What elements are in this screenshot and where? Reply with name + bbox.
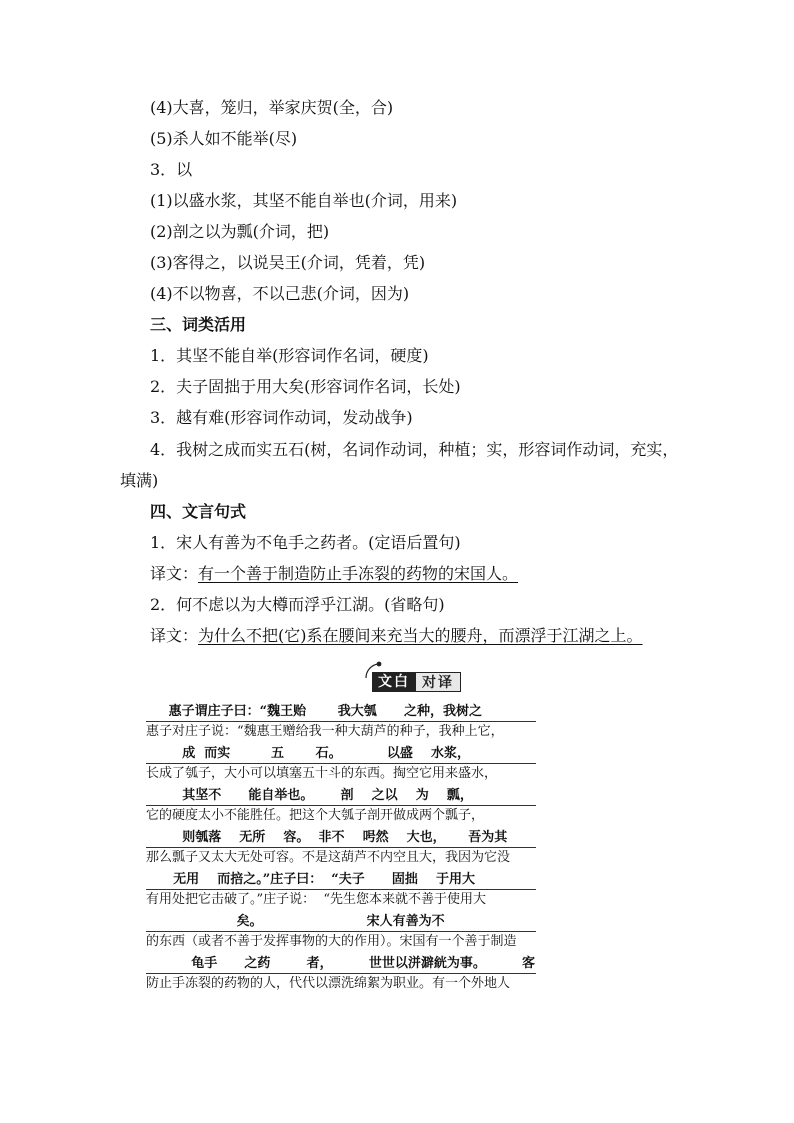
wenbai-duiyi-badge: [360, 660, 470, 694]
divider: [146, 763, 536, 764]
translation-text: 为什么不把(它)系在腰间来充当大的腰舟，而漂浮于江湖之上。: [198, 626, 643, 645]
original-line: 则瓠落 无所 容。 非不 呺然 大也， 吾为其: [146, 830, 508, 845]
translation-label: 译文：: [150, 626, 199, 645]
original-line: 矣。 宋人有善为不: [146, 914, 445, 929]
divider: [146, 721, 536, 722]
sentence-2: 2．何不虑以为大樽而浮乎江湖。(省略句): [150, 595, 445, 614]
translated-line: 它的硬度太小不能胜任。把这个大瓠子剖开做成两个瓢子，: [146, 808, 485, 823]
translated-line: 有用处把它击破了。”庄子说： “先生您本来就不善于使用大: [146, 892, 487, 907]
translation-text: 有一个善于制造防止手冻裂的药物的宋国人。: [198, 564, 519, 583]
word-class-1: 1．其坚不能自举(形容词作名词，硬度): [150, 346, 429, 365]
line-5-sha-ren: (5)杀人如不能举(尽): [150, 129, 298, 148]
item-3-yi: 3．以: [150, 160, 193, 179]
original-line: 龟手 之药 者， 世世以洴澼絖为事。 客: [146, 956, 536, 971]
original-line: 其坚不 能自举也。 剖 之以 为 瓢，: [146, 788, 473, 803]
translated-line: 防止手冻裂的药物的人，代代以漂洗绵絮为职业。有一个外地人: [146, 976, 511, 991]
word-class-2: 2．夫子固拙于用大矣(形容词作名词，长处): [150, 377, 461, 396]
translated-line: 那么瓢子又太大无处可容。不是这葫芦不内空且大，我因为它没: [146, 850, 511, 865]
word-class-3: 3．越有难(形容词作动词，发动战争): [150, 408, 413, 427]
line-4-da-xi: (4)大喜，笼归，举家庆贺(全，合): [150, 98, 394, 117]
translation-2: [150, 626, 643, 646]
divider: [146, 847, 536, 848]
divider: [146, 973, 536, 974]
divider: [146, 889, 536, 890]
original-line: 无用 而掊之。”庄子曰： “夫子 固拙 于用大: [146, 872, 476, 887]
original-line: 惠子谓庄子曰：“魏王贻 我大瓠 之种，我树之: [146, 704, 482, 719]
original-line: 成 而实 五 石。 以盛 水浆，: [146, 746, 471, 761]
badge-part-1: 文白: [372, 672, 416, 692]
sentence-1: 1．宋人有善为不龟手之药者。(定语后置句): [150, 533, 461, 552]
section-heading-3: 三、词类活用: [150, 315, 247, 334]
line-yi-4: (4)不以物喜，不以己悲(介词，因为): [150, 284, 410, 303]
translation-1: [150, 564, 518, 584]
section-heading-4: 四、文言句式: [150, 502, 247, 521]
translated-line: 惠子对庄子说：“魏惠王赠给我一种大葫芦的种子，我种上它，: [146, 724, 504, 739]
word-class-4: 4．我树之成而实五石(树，名词作动词，种植；实，形容词作动词，充实，: [150, 440, 679, 459]
divider: [146, 931, 536, 932]
badge-part-2: 对译: [416, 672, 461, 692]
line-yi-3: (3)客得之，以说吴王(介词，凭着，凭): [150, 253, 426, 272]
line-yi-1: (1)以盛水浆，其坚不能自举也(介词，用来): [150, 191, 458, 210]
word-class-4-cont: 填满): [120, 471, 159, 490]
divider: [146, 805, 536, 806]
translated-line: 长成了瓠子，大小可以填塞五十斗的东西。掏空它用来盛水，: [146, 766, 498, 781]
translated-line: 的东西（或者不善于发挥事物的大的作用）。宋国有一个善于制造: [146, 934, 517, 949]
line-yi-2: (2)剖之以为瓢(介词，把): [150, 222, 330, 241]
translation-label: 译文：: [150, 564, 199, 583]
